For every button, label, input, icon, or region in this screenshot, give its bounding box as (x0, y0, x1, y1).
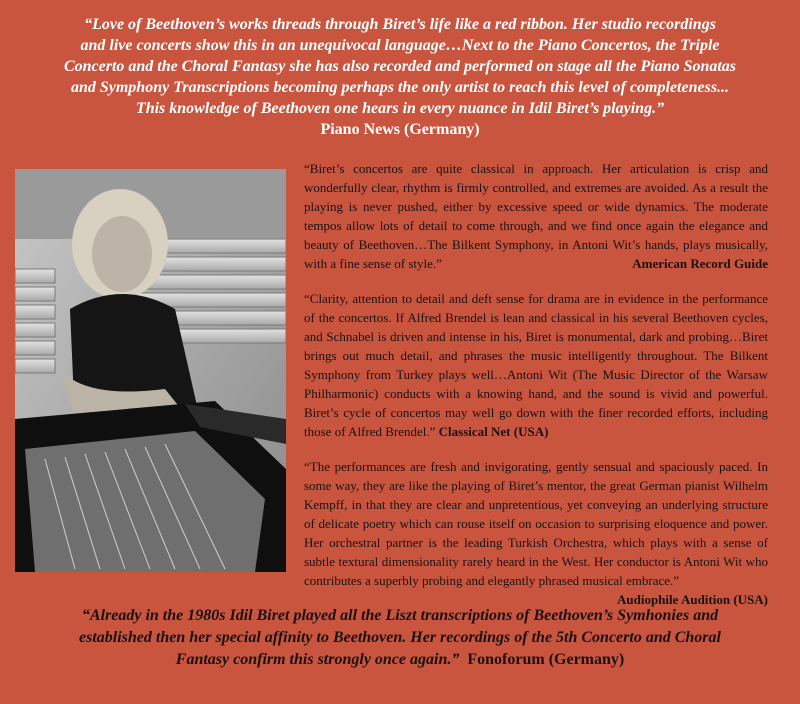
top-quote-line: This knowledge of Beethoven one hears in every nuance in Idil Biret’s playing.” (135, 100, 665, 117)
bottom-quote-line-last (20, 649, 780, 671)
top-quote-line: and Symphony Transcriptions becoming perhaps the only artist to reach this level of completeness... (70, 79, 730, 96)
review-audiophile-audition (304, 457, 768, 609)
review-text: “Clarity, attention to detail and deft sense for drama are in evidence in the performance of the concertos. If Alfred Brendel is lean and classical in his several Beethoven cycles, and Schnabel is driven and intense in his, Biret is monumental, dark and probing…Biret brings out much detail, and phrases the music intelligently throughout. The Bilkent Symphony from Turkey plays well…Antoni Wit (The Music Director of the Warsaw Philharmonic) conducts with a knowing hand, and the sound is vivid and powerful. Biret’s cycle of concertos may well go down with the finer recorded efforts, including those of Alfred Brendel.” (304, 291, 768, 439)
top-quote-line: “Love of Beethoven’s works threads through Biret’s life like a red ribbon. Her studio recordings (84, 16, 716, 33)
review-american-record-guide (304, 159, 768, 273)
review-source: Classical Net (USA) (438, 424, 549, 439)
bottom-quote (20, 605, 780, 671)
review-text: “The performances are fresh and invigorating, gently sensual and spaciously paced. In some way, they are like the playing of Biret’s mentor, the great German pianist Wilhelm Kempff, in that they are clear and unpretentious, yet conveying an underlying structure of delicate poetry which can rouse itself on occasion to surprising eloquence and power. Her orchestral partner is the leading Turkish Orchestra, which plays with a sense of subtle textural dimensionality rarely heard in the West. Her conductor is Antoni Wit who contributes a superbly probing and elegantly phrased musical embrace.” (304, 459, 768, 588)
top-quote-source: Piano News (Germany) (320, 121, 480, 138)
review-source: American Record Guide (632, 256, 768, 271)
bottom-quote-line: established then her special affinity to Beethoven. Her recordings of the 5th Concerto and Choral (79, 629, 721, 646)
review-source: Audiophile Audition (USA) (617, 592, 768, 607)
bottom-quote-text: Fantasy confirm this strongly once again.” (175, 651, 460, 668)
top-quote-line: and live concerts show this in an unequivocal language…Next to the Piano Concertos, the Triple (80, 37, 720, 54)
reviews-column (304, 159, 768, 625)
pianist-photo (15, 169, 286, 572)
bottom-quote-line: “Already in the 1980s Idil Biret played all the Liszt transcriptions of Beethoven’s Symhonies and (81, 607, 719, 624)
review-text: “Biret’s concertos are quite classical in approach. Her articulation is crisp and wonderfully clear, rhythm is firmly controlled, and extremes are avoided. As a result the playing is never pushed, either by excessive speed or wide dynamics. The moderate tempos allow lots of detail to come through, and we find once again the elegance and beauty of Beethoven…The Bilkent Symphony, in Antoni Wit’s hands, plays musically, with a fine sense of style.” (304, 161, 768, 271)
top-quote (8, 14, 792, 119)
bottom-quote-source: Fonoforum (Germany) (467, 651, 625, 668)
review-classical-net (304, 289, 768, 441)
top-quote-line: Concerto and the Choral Fantasy she has also recorded and performed on stage all the Piano Sonatas (63, 58, 737, 75)
